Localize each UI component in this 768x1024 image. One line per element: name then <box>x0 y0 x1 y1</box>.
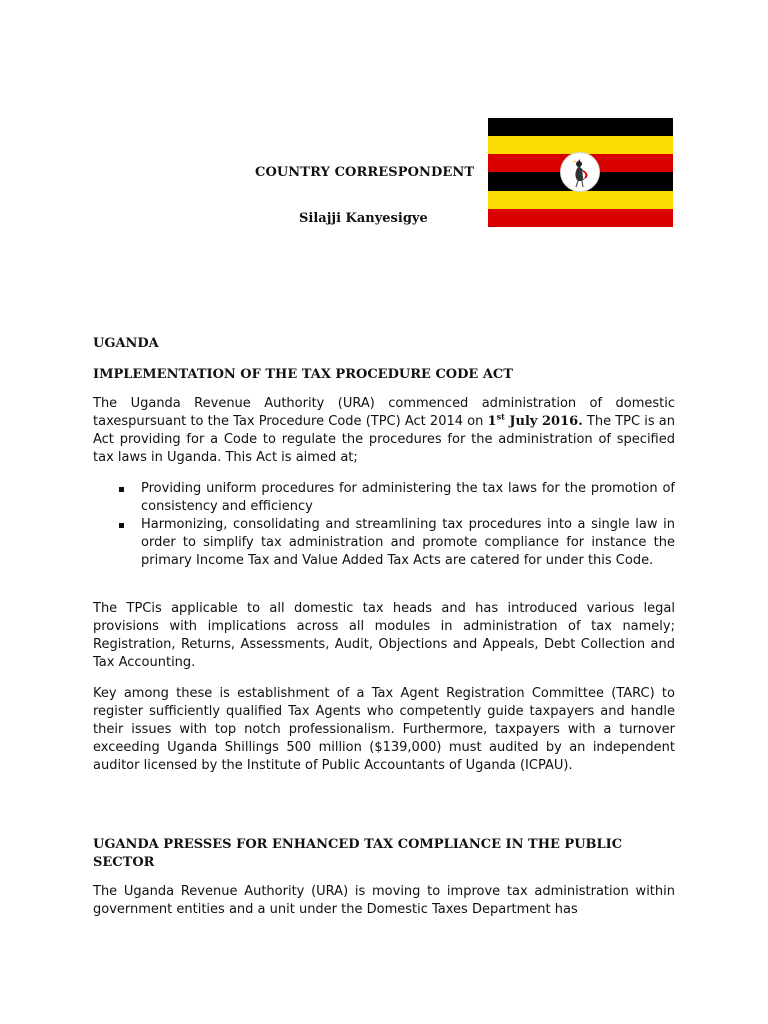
paragraph-tpc-scope: The TPCis applicable to all domestic tax heads and has introduced various legal provisions with implications across all modules in administration of tax namely; Registration, Returns, Assessments, Audit, Objections and Appeals, Debt Collection and Tax Accounting. <box>93 601 675 670</box>
flag-stripe <box>488 209 673 227</box>
list-item <box>93 516 675 570</box>
crested-crane-icon <box>560 152 600 192</box>
flag-stripe <box>488 191 673 209</box>
uganda-flag <box>488 118 673 227</box>
paragraph-compliance: The Uganda Revenue Authority (URA) is moving to improve tax administration within government entities and a unit under the Domestic Taxes Department has <box>93 884 675 917</box>
paragraph-text: The Uganda Revenue Authority (URA) commenced administration of domestic taxespursuant to the Tax Procedure Code (TPC) Act 2014 on <box>93 396 675 429</box>
date-day: 1 <box>487 414 497 429</box>
date-rest: July 2016. <box>504 414 583 429</box>
section-heading-compliance: UGANDA PRESSES FOR ENHANCED TAX COMPLIANCE IN THE PUBLIC SECTOR <box>93 837 623 870</box>
section-heading-tpc: IMPLEMENTATION OF THE TAX PROCEDURE CODE ACT <box>93 367 513 382</box>
date-ordinal: st <box>496 411 505 422</box>
paragraph-text: The TPC is an Act providing for a Code to regulate the procedures for the administration of specified tax laws in Uganda. This Act is aimed at; <box>93 414 675 465</box>
paragraph-tarc: Key among these is establishment of a Tax Agent Registration Committee (TARC) to register sufficiently qualified Tax Agents who competently guide taxpayers and handle their issues with top notch professionalism. Furthermore, taxpayers with a turnover exceeding Uganda Shillings 500 million ($139,000) must audited by an independent auditor licensed by the Institute of Public Accountants of Uganda (ICPAU). <box>93 686 675 773</box>
list-item <box>93 480 675 516</box>
flag-stripe <box>488 118 673 136</box>
bullet-square-icon <box>119 487 124 492</box>
correspondent-heading: COUNTRY CORRESPONDENT <box>255 165 475 180</box>
bullet-square-icon <box>119 523 124 528</box>
aims-list <box>93 480 675 570</box>
paragraph-tpc-intro <box>93 395 675 467</box>
author-name: Silajji Kanyesigye <box>299 211 428 226</box>
list-item-text: Harmonizing, consolidating and streamlining tax procedures into a single law in order to simplify tax administration and promote compliance for instance the primary Income Tax and Value Added Tax Acts are catered for under this Code. <box>141 517 675 568</box>
country-heading: UGANDA <box>93 336 159 351</box>
effective-date <box>487 411 583 429</box>
list-item-text: Providing uniform procedures for administering the tax laws for the promotion of consistency and efficiency <box>141 481 675 514</box>
